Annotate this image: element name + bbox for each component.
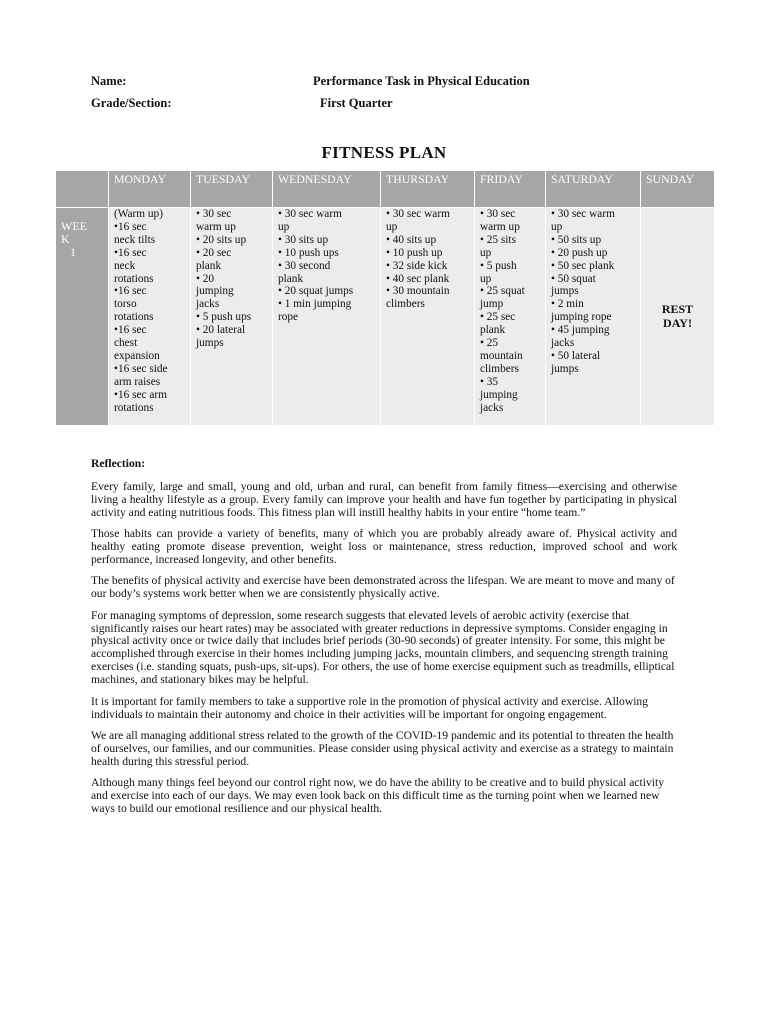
cell-thursday [381, 208, 475, 426]
exercise-line: • 40 sits up [386, 233, 437, 246]
cell-friday [475, 208, 546, 426]
exercise-line: jumps [196, 337, 224, 350]
reflection-section [91, 458, 677, 824]
week-label-line: WEE [61, 219, 87, 233]
exercise-line: • 20 [196, 272, 215, 285]
exercise-line: arm raises [114, 375, 161, 388]
exercise-line: • 50 sits up [551, 233, 602, 246]
exercise-line: • 10 push up [386, 246, 443, 259]
exercise-line: plank [480, 324, 506, 337]
week-label-line: K [61, 232, 70, 246]
exercise-line: jumps [551, 285, 579, 298]
exercise-line: • 30 sec warm [551, 208, 615, 220]
name-label: Name: [91, 74, 127, 88]
exercise-line: jacks [480, 401, 504, 414]
exercise-line: warm up [480, 220, 520, 233]
exercise-line: •16 sec [114, 220, 147, 233]
table-header-row [56, 171, 715, 208]
day-header-friday: FRIDAY [475, 171, 546, 208]
exercise-line: • 30 sits up [278, 233, 329, 246]
day-header-monday: MONDAY [109, 171, 191, 208]
day-header-sunday: SUNDAY [641, 171, 715, 208]
reflection-paragraph: We are all managing additional stress related to the growth of the COVID-19 pandemic and its potential to threaten the health of ourselves, our families, and our communities. Please consider using physical activity and exercise as a strategy to maintain health during this stressful period. [91, 728, 674, 768]
exercise-line: • 50 squat [551, 272, 596, 285]
exercise-line: rotations [114, 401, 154, 414]
cell-sunday-rest [641, 208, 715, 426]
exercise-line: • 30 second [278, 259, 331, 272]
exercise-line: expansion [114, 349, 160, 362]
exercise-line: • 35 [480, 375, 499, 388]
exercise-line: •16 sec [114, 324, 147, 337]
exercise-line: climbers [480, 362, 519, 375]
fitness-plan-table [55, 170, 715, 426]
exercise-line: (Warm up) [114, 208, 163, 220]
exercise-line: • 40 sec plank [386, 272, 450, 285]
exercise-line: neck tilts [114, 233, 156, 246]
rest-day-line: DAY! [663, 316, 692, 330]
exercise-line: rotations [114, 311, 154, 324]
exercise-line: • 32 side kick [386, 259, 448, 272]
exercise-line: up [386, 220, 398, 233]
reflection-paragraph: It is important for family members to take a supportive role in the promotion of physical activity and exercise. Allowing individuals to maintain their autonomy and choice in their activities will be important for ongoing engagement. [91, 694, 649, 721]
exercise-line: jumps [551, 362, 579, 375]
reflection-paragraph: For managing symptoms of depression, some research suggests that elevated levels of aerobic activity (exercise that significantly raises our heart rates) may be associated with greater reductions in depressive symptoms. Consider engaging in physical activity once or twice daily that includes brief periods (30-90 seconds) of greater intensity. For some, this might be accomplished through exercise in their homes including jumping jacks, mountain climbers, and sequencing strength training exercises (i.e. standing squats, push-ups, sit-ups). For others, the use of home exercise equipment such as treadmills, elliptical machines, and stationary bikes may be helpful. [91, 608, 675, 687]
exercise-line: jumping rope [551, 311, 612, 324]
exercise-line: plank [196, 259, 222, 272]
exercise-line: •16 sec side [114, 362, 168, 375]
grade-section-label: Grade/Section: [91, 96, 172, 110]
exercise-line: neck [114, 259, 136, 272]
reflection-heading: Reflection: [91, 457, 146, 470]
exercise-line: •16 sec arm [114, 388, 167, 401]
exercise-line: jumping [480, 388, 518, 401]
exercise-line: • 25 squat [480, 285, 525, 298]
exercise-line: chest [114, 337, 138, 350]
exercise-line: jacks [196, 298, 220, 311]
exercise-line: • 30 sec [480, 208, 516, 220]
exercise-line: • 45 jumping [551, 324, 610, 337]
exercise-line: rope [278, 311, 299, 324]
exercise-line: •16 sec [114, 246, 147, 259]
exercise-line: • 5 push ups [196, 311, 252, 324]
table-corner-cell [56, 171, 109, 208]
exercise-line: mountain [480, 349, 523, 362]
exercise-line: • 50 sec plank [551, 259, 615, 272]
exercise-line: • 50 lateral [551, 349, 601, 362]
exercise-line: jumping [196, 285, 234, 298]
exercise-line: jacks [551, 337, 575, 350]
exercise-line: up [480, 246, 492, 259]
exercise-line: up [480, 272, 492, 285]
reflection-paragraph: Those habits can provide a variety of benefits, many of which you are probably already aware of. Physical activity and healthy eating promote disease prevention, weight loss or maintenance, stress reduction, improved school and work performance, increased longevity, and other benefits. [91, 527, 677, 566]
rest-day-line: REST [661, 302, 694, 316]
reflection-paragraph: The benefits of physical activity and exercise have been demonstrated across the lifespan. We are meant to move and many of our body’s systems work better when we are consistently physically active. [91, 574, 675, 601]
exercise-line: • 1 min jumping [278, 298, 352, 311]
exercise-line: • 20 sits up [196, 233, 247, 246]
day-header-tuesday: TUESDAY [191, 171, 273, 208]
exercise-line: • 10 push ups [278, 246, 339, 259]
exercise-line: • 25 sits [480, 233, 516, 246]
cell-wednesday [273, 208, 381, 426]
quarter-label: First Quarter [320, 96, 393, 110]
exercise-line: • 30 sec warm [386, 208, 450, 220]
day-header-thursday: THURSDAY [381, 171, 475, 208]
week-label-line: 1 [70, 245, 76, 259]
exercise-line: climbers [386, 298, 425, 311]
exercise-line: • 30 mountain [386, 285, 450, 298]
exercise-line: •16 sec [114, 285, 147, 298]
page-title: FITNESS PLAN [321, 143, 447, 162]
exercise-line: • 25 sec [480, 311, 516, 324]
exercise-line: • 20 sec [196, 246, 232, 259]
exercise-line: torso [114, 298, 137, 311]
exercise-line: • 20 squat jumps [278, 285, 354, 298]
exercise-line: • 30 sec warm [278, 208, 342, 220]
cell-tuesday [191, 208, 273, 426]
exercise-line: • 25 [480, 337, 499, 350]
exercise-line: up [551, 220, 563, 233]
reflection-paragraph: Although many things feel beyond our control right now, we do have the ability to be creative and to build physical activity and exercise into each of our days. We may even look back on this difficult time as the turning point when we learned new ways to build our emotional resilience and our physical health. [91, 776, 665, 815]
task-title: Performance Task in Physical Education [313, 74, 530, 88]
exercise-line: • 20 push up [551, 246, 608, 259]
exercise-line: • 5 push [480, 259, 517, 272]
exercise-line: • 20 lateral [196, 324, 246, 337]
week-label-cell [56, 208, 109, 426]
cell-saturday [546, 208, 641, 426]
exercise-line: up [278, 220, 290, 233]
exercise-line: jump [480, 298, 504, 311]
day-header-saturday: SATURDAY [546, 171, 641, 208]
reflection-paragraph: Every family, large and small, young and old, urban and rural, can benefit from family fitness—exercising and otherwise living a healthy lifestyle as a group. Every family can improve your health and have fun together by participating in physical activity and eating nutritious foods. This fitness plan will instill healthy habits in your entire “home team.” [91, 479, 677, 519]
exercise-line: • 30 sec [196, 208, 232, 220]
exercise-line: rotations [114, 272, 154, 285]
exercise-line: warm up [196, 220, 236, 233]
cell-monday [109, 208, 191, 426]
table-row [56, 208, 715, 426]
day-header-wednesday: WEDNESDAY [273, 171, 381, 208]
exercise-line: plank [278, 272, 304, 285]
exercise-line: • 2 min [551, 298, 584, 311]
